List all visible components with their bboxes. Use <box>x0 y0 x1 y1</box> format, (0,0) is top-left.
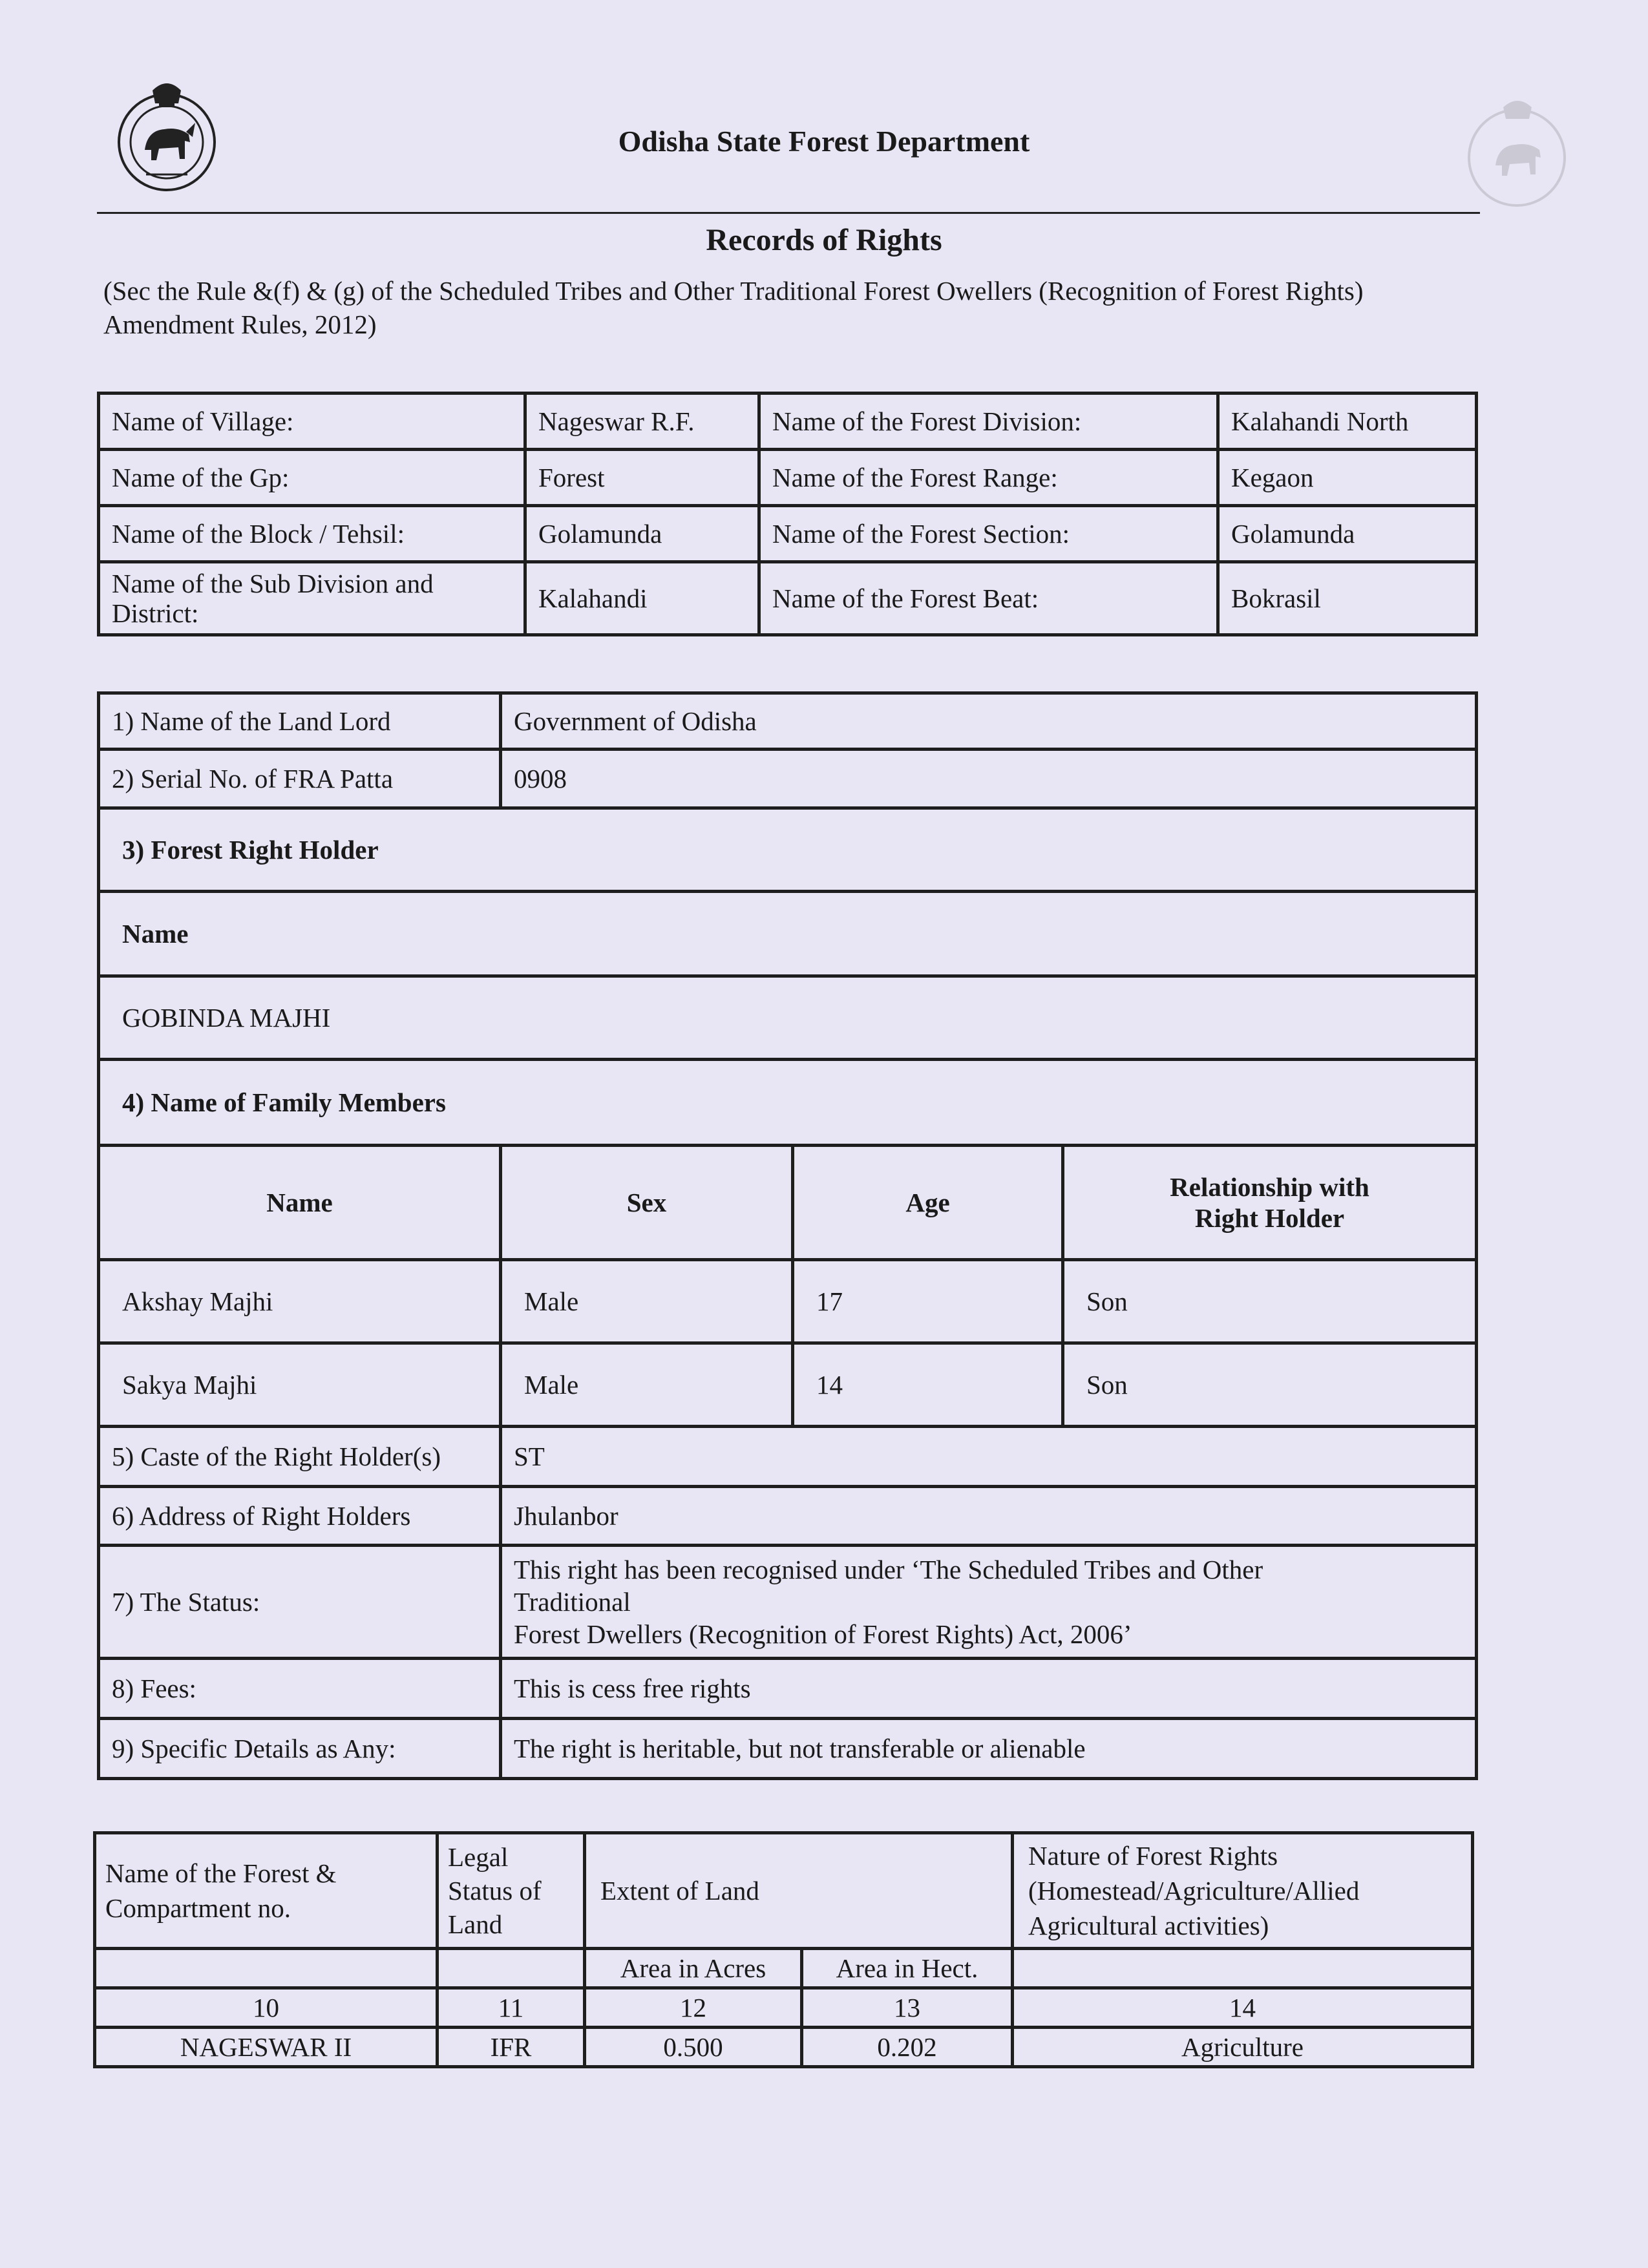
table-row <box>99 693 1477 750</box>
subdivision-label: Name of the Sub Division and District: <box>99 562 525 635</box>
table-row <box>99 450 1477 506</box>
division-value: Kalahandi North <box>1218 394 1477 450</box>
caste-label: 5) Caste of the Right Holder(s) <box>99 1427 501 1487</box>
family-col-sex: Sex <box>501 1146 793 1260</box>
department-heading: Odisha State Forest Department <box>618 125 1030 158</box>
section-label: Name of the Forest Section: <box>759 506 1218 562</box>
division-label: Name of the Forest Division: <box>759 394 1218 450</box>
beat-label: Name of the Forest Beat: <box>759 562 1218 635</box>
range-label: Name of the Forest Range: <box>759 450 1218 506</box>
empty-cell <box>1013 1949 1473 1988</box>
table-row <box>99 808 1477 892</box>
subdivision-value: Kalahandi <box>525 562 759 635</box>
gp-value: Forest <box>525 450 759 506</box>
family-heading: 4) Name of Family Members <box>99 1060 1477 1146</box>
fees-label: 8) Fees: <box>99 1659 501 1719</box>
details-label: 9) Specific Details as Any: <box>99 1719 501 1779</box>
col-number: 14 <box>1013 1988 1473 2028</box>
village-value: Nageswar R.F. <box>525 394 759 450</box>
col-number: 13 <box>802 1988 1013 2028</box>
gp-label: Name of the Gp: <box>99 450 525 506</box>
member-sex: Male <box>501 1260 793 1343</box>
table-row <box>99 1343 1477 1427</box>
member-age: 14 <box>793 1343 1063 1427</box>
col-extent-of-land: Extent of Land <box>585 1833 1013 1949</box>
village-label: Name of Village: <box>99 394 525 450</box>
col-legal-status: Legal Status of Land <box>438 1833 585 1949</box>
col-number: 11 <box>438 1988 585 2028</box>
address-label: 6) Address of Right Holders <box>99 1487 501 1546</box>
status-line: Forest Dwellers (Recognition of Forest Rights) Act, 2006’ <box>514 1619 1132 1649</box>
member-age: 17 <box>793 1260 1063 1343</box>
forest-name-value: NAGESWAR II <box>95 2028 438 2067</box>
page-title: Records of Rights <box>706 223 942 257</box>
area-acres-value: 0.500 <box>585 2028 802 2067</box>
caste-value: ST <box>501 1427 1477 1487</box>
member-relation: Son <box>1063 1343 1477 1427</box>
rights-table <box>97 691 1478 1780</box>
empty-cell <box>438 1949 585 1988</box>
range-value: Kegaon <box>1218 450 1477 506</box>
location-table <box>97 392 1478 636</box>
table-row <box>99 562 1477 635</box>
serial-label: 2) Serial No. of FRA Patta <box>99 750 501 808</box>
status-line: This right has been recognised under ‘The Scheduled Tribes and Other <box>514 1555 1263 1584</box>
col-area-acres: Area in Acres <box>585 1949 802 1988</box>
family-col-age: Age <box>793 1146 1063 1260</box>
status-label: 7) The Status: <box>99 1546 501 1659</box>
table-row <box>99 1060 1477 1146</box>
nature-of-rights-value: Agriculture <box>1013 2028 1473 2067</box>
table-row <box>95 1988 1473 2028</box>
block-value: Golamunda <box>525 506 759 562</box>
table-row <box>99 394 1477 450</box>
name-heading: Name <box>99 892 1477 976</box>
address-value: Jhulanbor <box>501 1487 1477 1546</box>
member-sex: Male <box>501 1343 793 1427</box>
family-col-relationship: Relationship with Right Holder <box>1063 1146 1477 1260</box>
table-row <box>99 750 1477 808</box>
member-name: Sakya Majhi <box>99 1343 501 1427</box>
preamble-text: (Sec the Rule &(f) & (g) of the Scheduled Tribes and Other Traditional Forest Owellers (Recognition of Forest Rights) Amendment Rules, 2012) <box>103 276 1364 339</box>
col-forest-compartment: Name of the Forest & Compartment no. <box>95 1833 438 1949</box>
holder-heading: 3) Forest Right Holder <box>99 808 1477 892</box>
col-number: 12 <box>585 1988 802 2028</box>
land-table <box>93 1831 1474 2068</box>
table-row <box>99 1146 1477 1260</box>
header-divider <box>97 212 1480 214</box>
table-row <box>99 1260 1477 1343</box>
holder-name: GOBINDA MAJHI <box>99 976 1477 1060</box>
serial-value: 0908 <box>501 750 1477 808</box>
table-row <box>99 1719 1477 1779</box>
table-row <box>95 2028 1473 2067</box>
details-value: The right is heritable, but not transferable or alienable <box>501 1719 1477 1779</box>
area-hect-value: 0.202 <box>802 2028 1013 2067</box>
empty-cell <box>95 1949 438 1988</box>
status-value <box>501 1546 1477 1659</box>
col-area-hect: Area in Hect. <box>802 1949 1013 1988</box>
table-row <box>99 1427 1477 1487</box>
table-row <box>99 1487 1477 1546</box>
col-nature-of-rights: Nature of Forest Rights (Homestead/Agriculture/Allied Agricultural activities) <box>1013 1833 1473 1949</box>
table-row <box>95 1833 1473 1949</box>
legal-status-value: IFR <box>438 2028 585 2067</box>
member-relation: Son <box>1063 1260 1477 1343</box>
table-row <box>99 1659 1477 1719</box>
beat-value: Bokrasil <box>1218 562 1477 635</box>
table-row <box>99 892 1477 976</box>
block-label: Name of the Block / Tehsil: <box>99 506 525 562</box>
family-col-name: Name <box>99 1146 501 1260</box>
section-value: Golamunda <box>1218 506 1477 562</box>
fees-value: This is cess free rights <box>501 1659 1477 1719</box>
table-row <box>95 1949 1473 1988</box>
col-number: 10 <box>95 1988 438 2028</box>
table-row <box>99 976 1477 1060</box>
table-row <box>99 1546 1477 1659</box>
landlord-label: 1) Name of the Land Lord <box>99 693 501 750</box>
landlord-value: Government of Odisha <box>501 693 1477 750</box>
status-line: Traditional <box>514 1587 631 1617</box>
member-name: Akshay Majhi <box>99 1260 501 1343</box>
table-row <box>99 506 1477 562</box>
